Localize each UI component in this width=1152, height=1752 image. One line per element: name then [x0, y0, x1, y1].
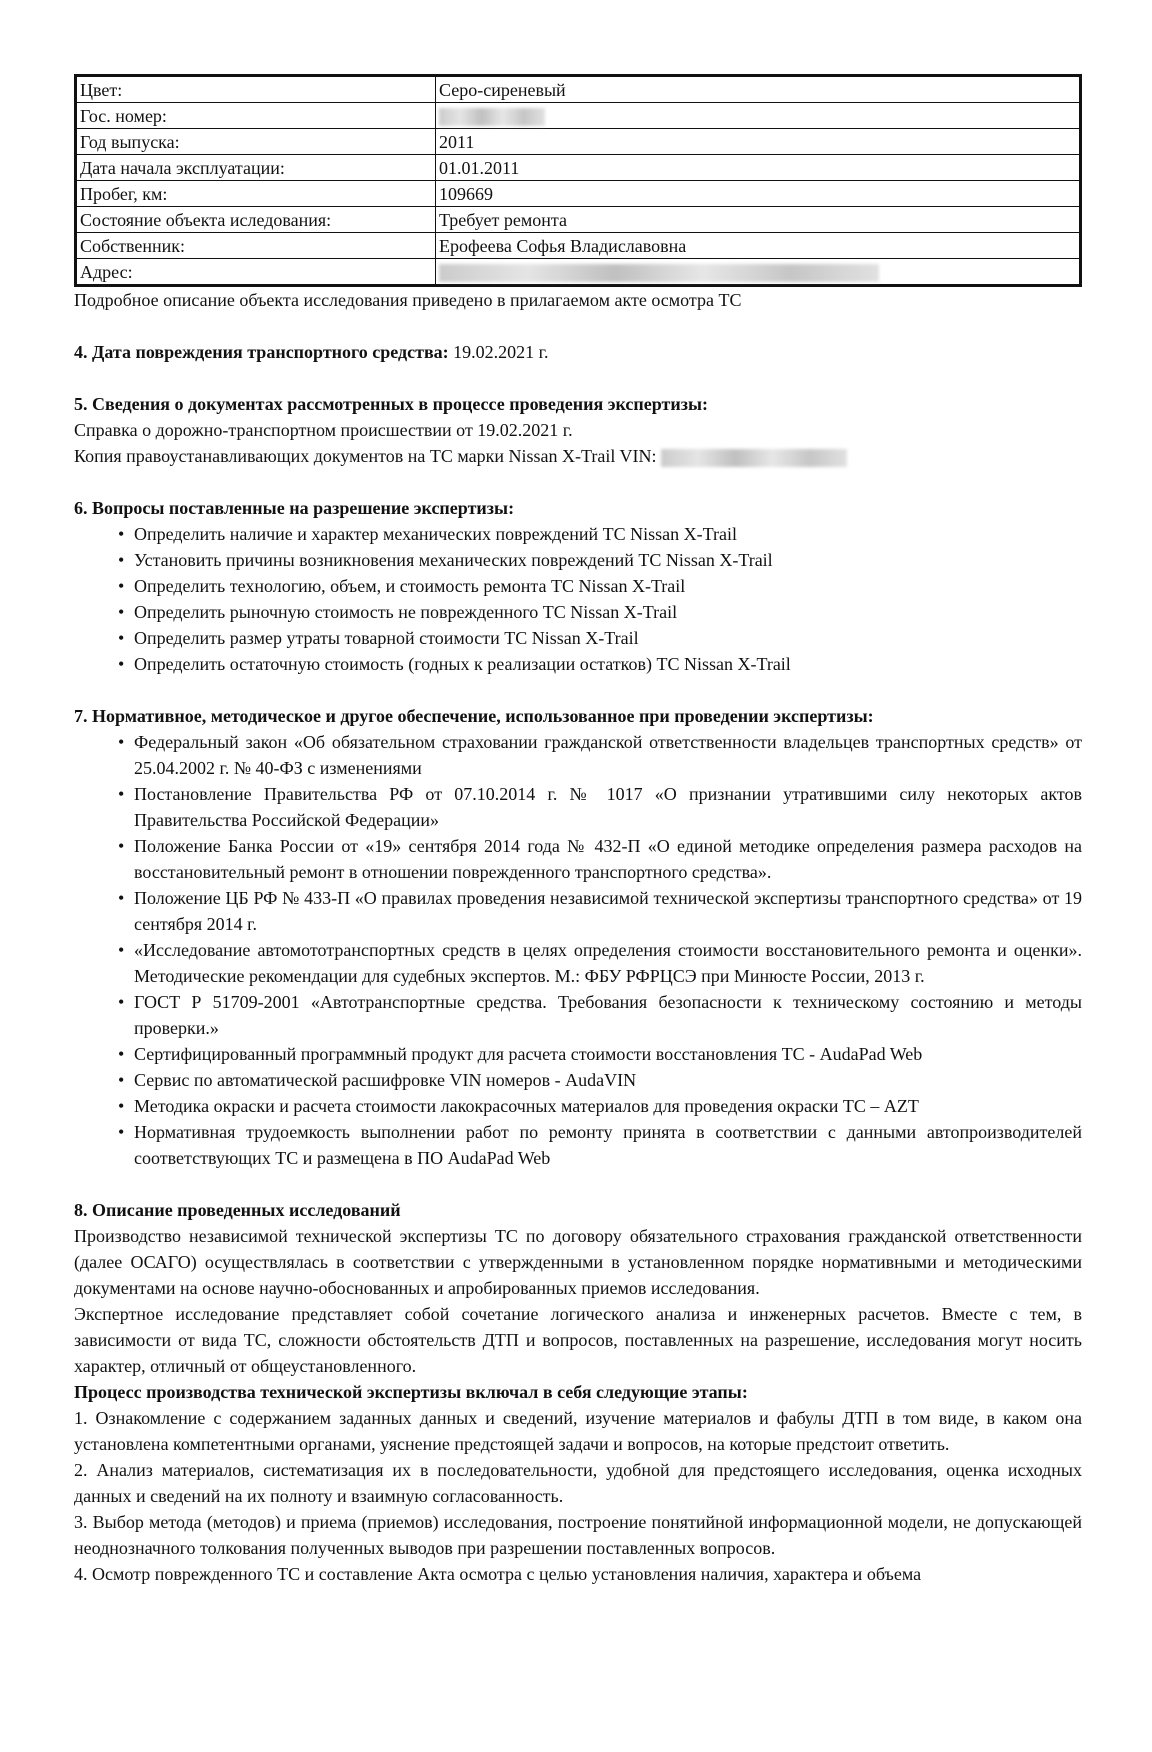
bullet-icon: •	[118, 992, 125, 1012]
questions-list	[74, 521, 1082, 677]
table-key: Собственник:	[76, 233, 436, 259]
table-value: Ерофеева Софья Владиславовна	[436, 233, 1081, 259]
object-description-note: Подробное описание объекта исследования приведено в прилагаемом акте осмотра ТС	[74, 290, 742, 310]
table-row	[76, 181, 1081, 207]
list-item	[74, 937, 1082, 989]
table-row	[76, 259, 1081, 286]
process-stages-title: Процесс производства технической экспертизы включал в себя следующие этапы:	[74, 1382, 748, 1402]
bullet-icon: •	[118, 1070, 125, 1090]
list-item-text: Положение Банка России от «19» сентября 2014 года № 432-П «О единой методике определения размера расходов на восстановительный ремонт в отношении поврежденного транспортного средства».	[134, 836, 1082, 882]
list-item	[74, 573, 1082, 599]
accident-report-line: Справка о дорожно-транспортном происшествии от 19.02.2021 г.	[74, 420, 573, 440]
table-value: 01.01.2011	[436, 155, 1081, 181]
bullet-icon: •	[118, 550, 125, 570]
table-value: 109669	[436, 181, 1081, 207]
bullet-icon: •	[118, 628, 125, 648]
bullet-icon: •	[118, 524, 125, 544]
table-row	[76, 129, 1081, 155]
list-item	[74, 625, 1082, 651]
table-key: Дата начала эксплуатации:	[76, 155, 436, 181]
table-row	[76, 233, 1081, 259]
list-item-text: Определить наличие и характер механических повреждений ТС Nissan X-Trail	[134, 524, 737, 544]
table-value: 2011	[436, 129, 1081, 155]
redacted-value	[439, 264, 879, 282]
table-value	[436, 259, 1081, 286]
list-item	[74, 651, 1082, 677]
list-item	[74, 781, 1082, 833]
section-6-title: 6. Вопросы поставленные на разрешение экспертизы:	[74, 498, 515, 518]
bullet-icon: •	[118, 576, 125, 596]
bullet-icon: •	[118, 1096, 125, 1116]
table-key: Адрес:	[76, 259, 436, 286]
ownership-docs-text: Копия правоустанавливающих документов на ТС марки Nissan X-Trail VIN:	[74, 446, 662, 466]
list-item	[74, 547, 1082, 573]
list-item-text: «Исследование автомототранспортных средств в целях определения стоимости восстановительного ремонта и оценки». Методические рекомендации для судебных экспертов. М.: ФБУ РФРЦСЭ при Минюсте России, 2013 г.	[134, 940, 1082, 986]
list-item-text: Федеральный закон «Об обязательном страховании гражданской ответственности владельцев транспортных средств» от 25.04.2002 г. № 40-ФЗ с изменениями	[134, 732, 1082, 778]
section-5-title: 5. Сведения о документах рассмотренных в процессе проведения экспертизы:	[74, 394, 709, 414]
list-item-text: Постановление Правительства РФ от 07.10.2014 г. № 1017 «О признании утратившими силу некоторых актов Правительства Российской Федерации»	[134, 784, 1082, 830]
list-item	[74, 833, 1082, 885]
bullet-icon: •	[118, 784, 125, 804]
regulations-list	[74, 729, 1082, 1171]
list-item-text: Определить размер утраты товарной стоимости ТС Nissan X-Trail	[134, 628, 639, 648]
list-item	[74, 1067, 1082, 1093]
process-stages	[74, 1405, 1082, 1587]
section-8-title: 8. Описание проведенных исследований	[74, 1200, 401, 1220]
vin-redacted	[661, 449, 847, 467]
bullet-icon: •	[118, 602, 125, 622]
section-8-paragraph-2: Экспертное исследование представляет собой сочетание логического анализа и инженерных расчетов. Вместе с тем, в зависимости от вида ТС, сложности обстоятельств ДТП и вопросов, поставленных на разрешение, исследования могут носить характер, отличный от общеустановленного.	[74, 1304, 1082, 1376]
table-value	[436, 103, 1081, 129]
table-key: Гос. номер:	[76, 103, 436, 129]
section-7-title: 7. Нормативное, методическое и другое обеспечение, использованное при проведении экспертизы:	[74, 706, 874, 726]
bullet-icon: •	[118, 836, 125, 856]
table-value: Серо-сиреневый	[436, 76, 1081, 103]
section-8-paragraph-1: Производство независимой технической экспертизы ТС по договору обязательного страхования гражданской ответственности (далее ОСАГО) осуществлялась в соответствии с утвержденными в установленном порядке нормативными и методическими документами на основе научно-обоснованных и апробированных приемов исследования.	[74, 1226, 1082, 1298]
list-item-text: ГОСТ Р 51709-2001 «Автотранспортные средства. Требования безопасности к техническому состоянию и методы проверки.»	[134, 992, 1082, 1038]
damage-date: 19.02.2021 г.	[448, 342, 549, 362]
list-item-text: Установить причины возникновения механических повреждений ТС Nissan X-Trail	[134, 550, 773, 570]
table-row	[76, 207, 1081, 233]
process-step: 3. Выбор метода (методов) и приема (приемов) исследования, построение понятийной информационной модели, не допускающей неоднозначного толкования полученных выводов при разрешении поставленных вопросов.	[74, 1512, 1082, 1558]
process-step: 2. Анализ материалов, систематизация их в последовательности, удобной для предстоящего исследования, оценка исходных данных и сведений на их полноту и взаимную согласованность.	[74, 1460, 1082, 1506]
vehicle-info-table	[74, 74, 1082, 287]
list-item	[74, 1093, 1082, 1119]
list-item	[74, 1119, 1082, 1171]
section-4	[74, 339, 1082, 365]
table-key: Пробег, км:	[76, 181, 436, 207]
bullet-icon: •	[118, 940, 125, 960]
list-item-text: Сервис по автоматической расшифровке VIN номеров - AudaVIN	[134, 1070, 637, 1090]
list-item-text: Сертифицированный программный продукт для расчета стоимости восстановления ТС - AudaPad Web	[134, 1044, 923, 1064]
table-row	[76, 155, 1081, 181]
list-item	[74, 885, 1082, 937]
bullet-icon: •	[118, 654, 125, 674]
process-step: 1. Ознакомление с содержанием заданных данных и сведений, изучение материалов и фабулы ДТП в том виде, в каком она установлена компетентными органами, уяснение предстоящей задачи и вопросов, на которые предстоит ответить.	[74, 1408, 1082, 1454]
bullet-icon: •	[118, 1044, 125, 1064]
list-item	[74, 989, 1082, 1041]
table-key: Состояние объекта иследования:	[76, 207, 436, 233]
redacted-value	[439, 108, 545, 126]
table-row	[76, 103, 1081, 129]
bullet-icon: •	[118, 732, 125, 752]
bullet-icon: •	[118, 1122, 125, 1142]
list-item	[74, 599, 1082, 625]
ownership-docs-line	[74, 443, 1082, 469]
bullet-icon: •	[118, 888, 125, 908]
table-key: Год выпуска:	[76, 129, 436, 155]
list-item-text: Определить технологию, объем, и стоимость ремонта ТС Nissan X-Trail	[134, 576, 686, 596]
table-row	[76, 76, 1081, 103]
section-4-title: 4. Дата повреждения транспортного средства:	[74, 342, 449, 362]
list-item-text: Нормативная трудоемкость выполнении работ по ремонту принята в соответствии с данными автопроизводителей соответствующих ТС и размещена в ПО AudaPad Web	[134, 1122, 1082, 1168]
list-item	[74, 521, 1082, 547]
list-item-text: Определить рыночную стоимость не поврежденного ТС Nissan X-Trail	[134, 602, 678, 622]
list-item	[74, 729, 1082, 781]
process-step: 4. Осмотр поврежденного ТС и составление Акта осмотра с целью установления наличия, характера и объема	[74, 1564, 922, 1584]
list-item-text: Положение ЦБ РФ № 433-П «О правилах проведения независимой технической экспертизы транспортного средства» от 19 сентября 2014 г.	[134, 888, 1082, 934]
list-item-text: Определить остаточную стоимость (годных к реализации остатков) ТС Nissan X-Trail	[134, 654, 791, 674]
table-key: Цвет:	[76, 76, 436, 103]
list-item-text: Методика окраски и расчета стоимости лакокрасочных материалов для проведения окраски ТС – AZT	[134, 1096, 919, 1116]
table-value: Требует ремонта	[436, 207, 1081, 233]
document-page	[74, 74, 1082, 1587]
list-item	[74, 1041, 1082, 1067]
